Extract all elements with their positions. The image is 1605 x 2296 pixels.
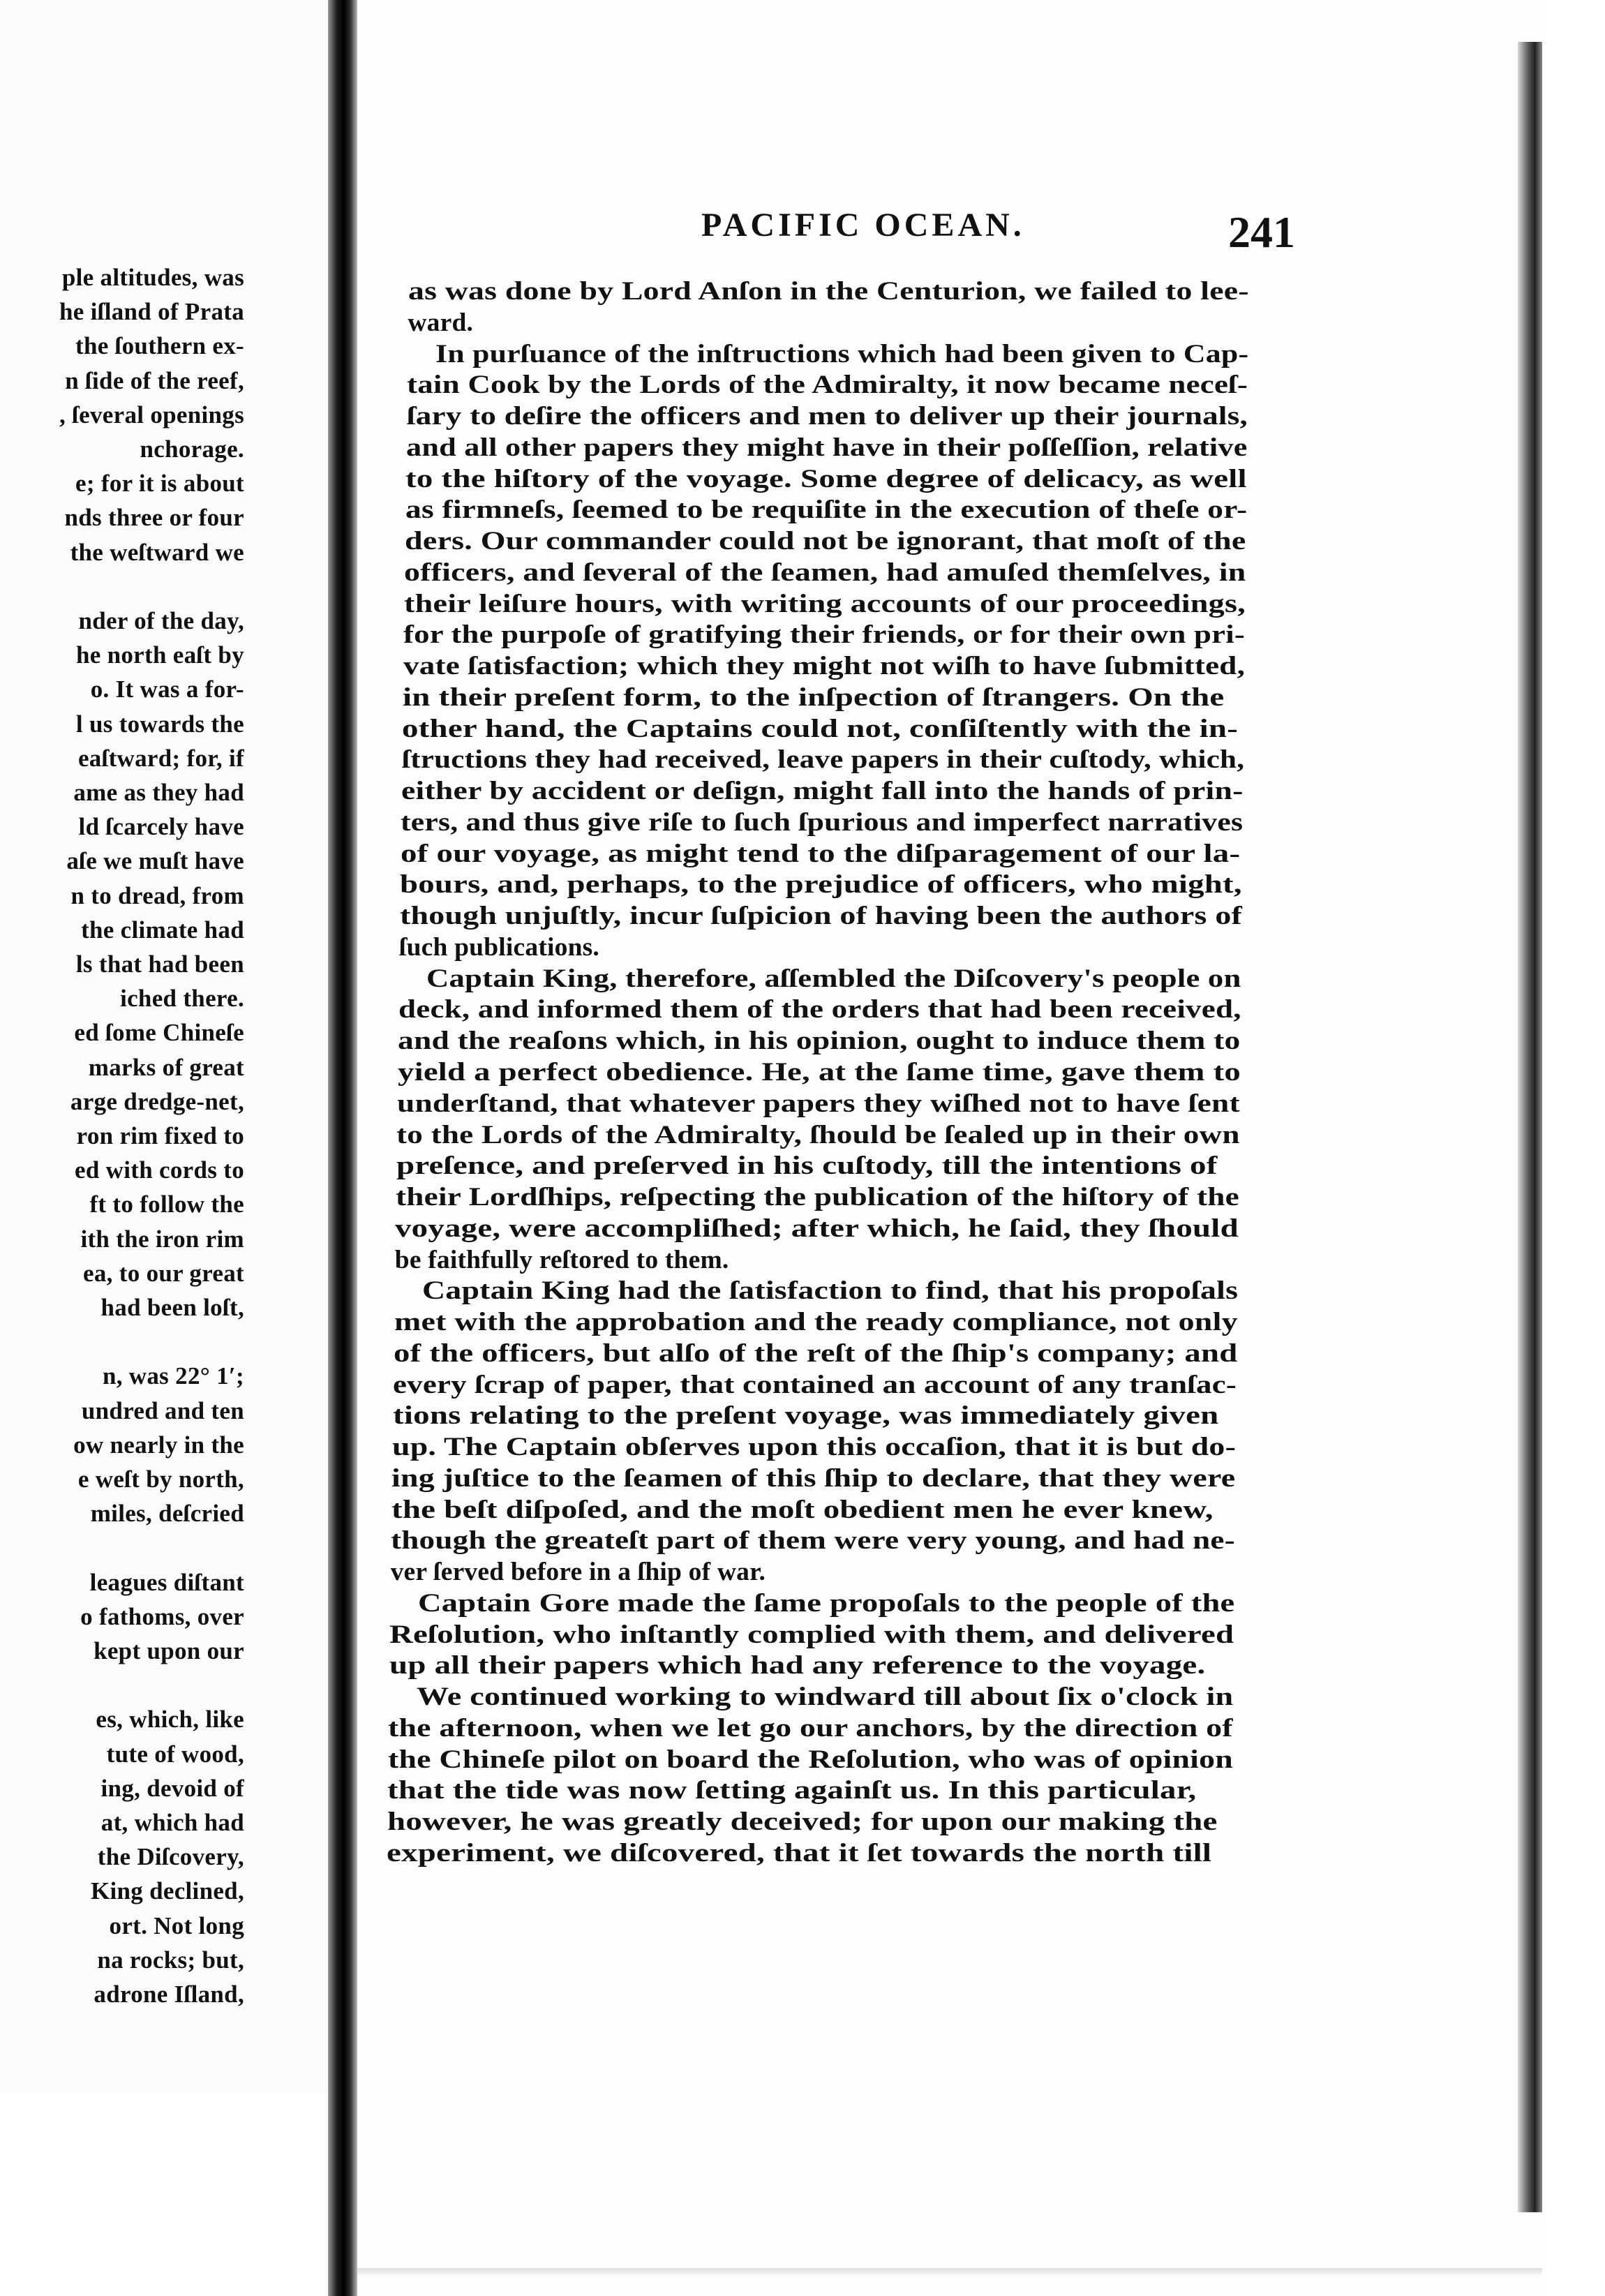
body-line: ſary to deſire the officers and men to deliver up their journals, (406, 402, 1248, 431)
body-line: deck, and informed them of the orders that had been received, (398, 995, 1241, 1024)
left-page-line: at, which had (100, 1809, 244, 1836)
left-page-line: marks of great (88, 1053, 244, 1081)
left-page-line: es, which, like (96, 1706, 244, 1734)
left-page-line: had been loſt, (100, 1294, 244, 1321)
body-line: be faithfully reſtored to them. (394, 1245, 729, 1274)
body-line: as was done by Lord Anſon in the Centurion, we failed to lee- (408, 277, 1249, 306)
left-page-line: e; for it is about (75, 470, 244, 498)
body-line: ver ſerved before in a ſhip of war. (390, 1558, 766, 1587)
body-line: the Chineſe pilot on board the Reſolution, who was of opinion (387, 1745, 1233, 1774)
left-page-line: e weſt by north, (77, 1466, 244, 1493)
left-page-line: miles, deſcried (90, 1500, 244, 1528)
body-line: We continued working to windward till about ſix o'clock in (417, 1683, 1234, 1712)
body-line: other hand, the Captains could not, conſiſtently with the in- (402, 714, 1239, 743)
left-page-line: nchorage. (140, 435, 244, 463)
body-line: for the purpoſe of gratifying their friends, or for their own pri- (403, 620, 1246, 650)
left-page-line: o. It was a for- (90, 676, 244, 703)
left-page-line: he iſland of Prata (59, 298, 244, 326)
left-page-line: ea, to our great (83, 1259, 244, 1287)
body-line: preſence, and preſerved in his cuſtody, till the intentions of (396, 1151, 1218, 1181)
book-gutter (328, 0, 357, 2296)
body-line: Reſolution, who inſtantly complied with them, and delivered (389, 1620, 1234, 1649)
body-line: Captain King, therefore, aſſembled the Diſcovery's people on (426, 964, 1241, 993)
body-line: to the hiſtory of the voyage. Some degree of delicacy, as well (405, 464, 1248, 493)
body-line: voyage, were accompliſhed; after which, he ſaid, they ſhould (395, 1214, 1239, 1243)
left-page-line: the climate had (81, 916, 244, 944)
left-page-line: ed ſome Chineſe (74, 1019, 244, 1047)
body-line: of the officers, but alſo of the reſt of the ſhip's company; and (393, 1339, 1238, 1368)
body-line: that the tide was now ſetting againſt us. In this particular, (387, 1776, 1197, 1805)
left-page-line: eaſtward; for, if (77, 744, 244, 772)
body-line: though the greateſt part of them were very young, and had ne- (391, 1526, 1236, 1556)
left-page-line: ed with cords to (75, 1156, 244, 1184)
left-page-line: , ſeveral openings (59, 401, 244, 428)
body-line: either by accident or deſign, might fall into the hands of prin- (401, 777, 1244, 806)
body-line: though unjuſtly, incur ſuſpicion of having been the authors of (399, 902, 1242, 931)
left-page-line: the Diſcovery, (97, 1843, 244, 1871)
left-page (0, 0, 328, 2094)
left-page-line: ith the iron rim (80, 1225, 244, 1253)
left-page-line: ron rim fixed to (76, 1122, 244, 1149)
body-line: ders. Our commander could not be ignorant, that moſt of the (405, 527, 1246, 556)
left-page-line: ame as they had (73, 779, 244, 806)
left-page-line: ft to follow the (89, 1191, 244, 1218)
body-line: the afternoon, when we let go our anchors, by the direction of (388, 1713, 1234, 1743)
left-page-line: leagues diſtant (89, 1568, 244, 1596)
left-page-line: ple altitudes, was (61, 264, 244, 291)
left-page-line: na rocks; but, (97, 1946, 244, 1974)
page-fore-edge (1518, 42, 1542, 2212)
body-line: tions relating to the preſent voyage, was immediately given (392, 1401, 1219, 1431)
left-page-line: n ſide of the reef, (65, 366, 244, 394)
body-line: in their preſent form, to the inſpection of ſtrangers. On the (402, 683, 1225, 712)
body-line: their Lordſhips, reſpecting the publication of the hiſtory of the (396, 1183, 1239, 1212)
body-line: to the Lords of the Admiralty, ſhould be ſealed up in their own (396, 1120, 1240, 1149)
scan-margin (1542, 0, 1605, 2296)
body-line: underſtand, that whatever papers they wiſhed not to have ſent (396, 1089, 1240, 1118)
left-page-line: the ſouthern ex- (75, 332, 244, 360)
body-line: however, he was greatly deceived; for upon our making the (387, 1807, 1218, 1837)
body-line: Captain King had the ſatisfaction to find, that his propoſals (422, 1276, 1239, 1306)
left-page-line: tute of wood, (106, 1740, 244, 1768)
body-line: and the reaſons which, in his opinion, ought to induce them to (398, 1027, 1241, 1056)
left-page-line: arge dredge-net, (70, 1087, 244, 1115)
body-line: the beſt diſpoſed, and the moſt obedient men he ever knew, (391, 1495, 1214, 1524)
left-page-line: ing, devoid of (100, 1774, 244, 1802)
left-page-line: aſe we muſt have (66, 847, 244, 875)
body-line: ſuch publications. (398, 932, 599, 962)
left-page-line: King declined, (90, 1877, 244, 1905)
left-page-line: iched there. (120, 985, 244, 1013)
body-line: In purſuance of the inſtructions which had been given to Cap- (435, 339, 1249, 368)
left-page-line: the weſtward we (70, 538, 244, 566)
body-line: every ſcrap of paper, that contained an account of any tranſac- (393, 1370, 1237, 1399)
body-line: met with the approbation and the ready compliance, not only (394, 1308, 1238, 1337)
body-line: tain Cook by the Lords of the Admiralty, it now became neceſ- (407, 371, 1248, 400)
body-line: their leiſure hours, with writing accounts of our proceedings, (403, 589, 1246, 618)
body-line: ſtructions they had received, leave papers in their cuſtody, which, (401, 745, 1244, 775)
body-line: up. The Captain obſerves upon this occaſion, that it is but do- (392, 1433, 1237, 1462)
left-page-line: ls that had been (75, 951, 244, 978)
body-line: Captain Gore made the ſame propoſals to the people of the (417, 1588, 1235, 1618)
left-page-line: nds three or four (64, 504, 244, 532)
left-page-line: n, was 22° 1′; (102, 1362, 244, 1390)
left-page-line: undred and ten (81, 1396, 244, 1424)
running-head: PACIFIC OCEAN. (701, 207, 1025, 244)
body-line: of our voyage, as might tend to the diſparagement of our la- (400, 839, 1241, 868)
left-page-line: ort. Not long (109, 1911, 244, 1939)
body-line: ing juſtice to the ſeamen of this ſhip to declare, that they were (391, 1463, 1236, 1493)
body-line: officers, and ſeveral of the ſeamen, had amuſed themſelves, in (404, 558, 1246, 587)
body-line: ters, and thus give riſe to ſuch ſpurious and imperfect narratives (401, 807, 1244, 837)
body-line: as firmneſs, ſeemed to be requiſite in the execution of theſe or- (405, 495, 1247, 525)
left-page-line: n to dread, from (70, 881, 244, 909)
left-page-line: ld ſcarcely have (78, 813, 244, 841)
left-page-line: ow nearly in the (73, 1431, 244, 1459)
left-page-line: he north eaſt by (75, 641, 244, 669)
left-page-line: l us towards the (75, 710, 244, 738)
page-bottom-edge (357, 2268, 1544, 2276)
body-line: up all their papers which had any reference to the voyage. (389, 1651, 1206, 1680)
left-page-line: adrone Iſland, (94, 1981, 244, 2008)
left-page-line: o fathoms, over (80, 1602, 244, 1630)
body-line: experiment, we diſcovered, that it ſet towards the north till (387, 1839, 1212, 1868)
body-line: and all other papers they might have in their poſſeſſion, relative (405, 433, 1248, 462)
body-line: bours, and, perhaps, to the prejudice of officers, who might, (400, 870, 1243, 900)
page-number: 241 (1228, 207, 1295, 257)
body-line: vate ſatisfaction; which they might not wiſh to have ſubmitted, (403, 652, 1245, 681)
left-page-line: kept upon our (94, 1637, 244, 1664)
body-line: yield a perfect obedience. He, at the ſame time, gave them to (397, 1058, 1241, 1087)
left-page-line: nder of the day, (78, 607, 244, 634)
body-line: ward. (408, 308, 474, 337)
